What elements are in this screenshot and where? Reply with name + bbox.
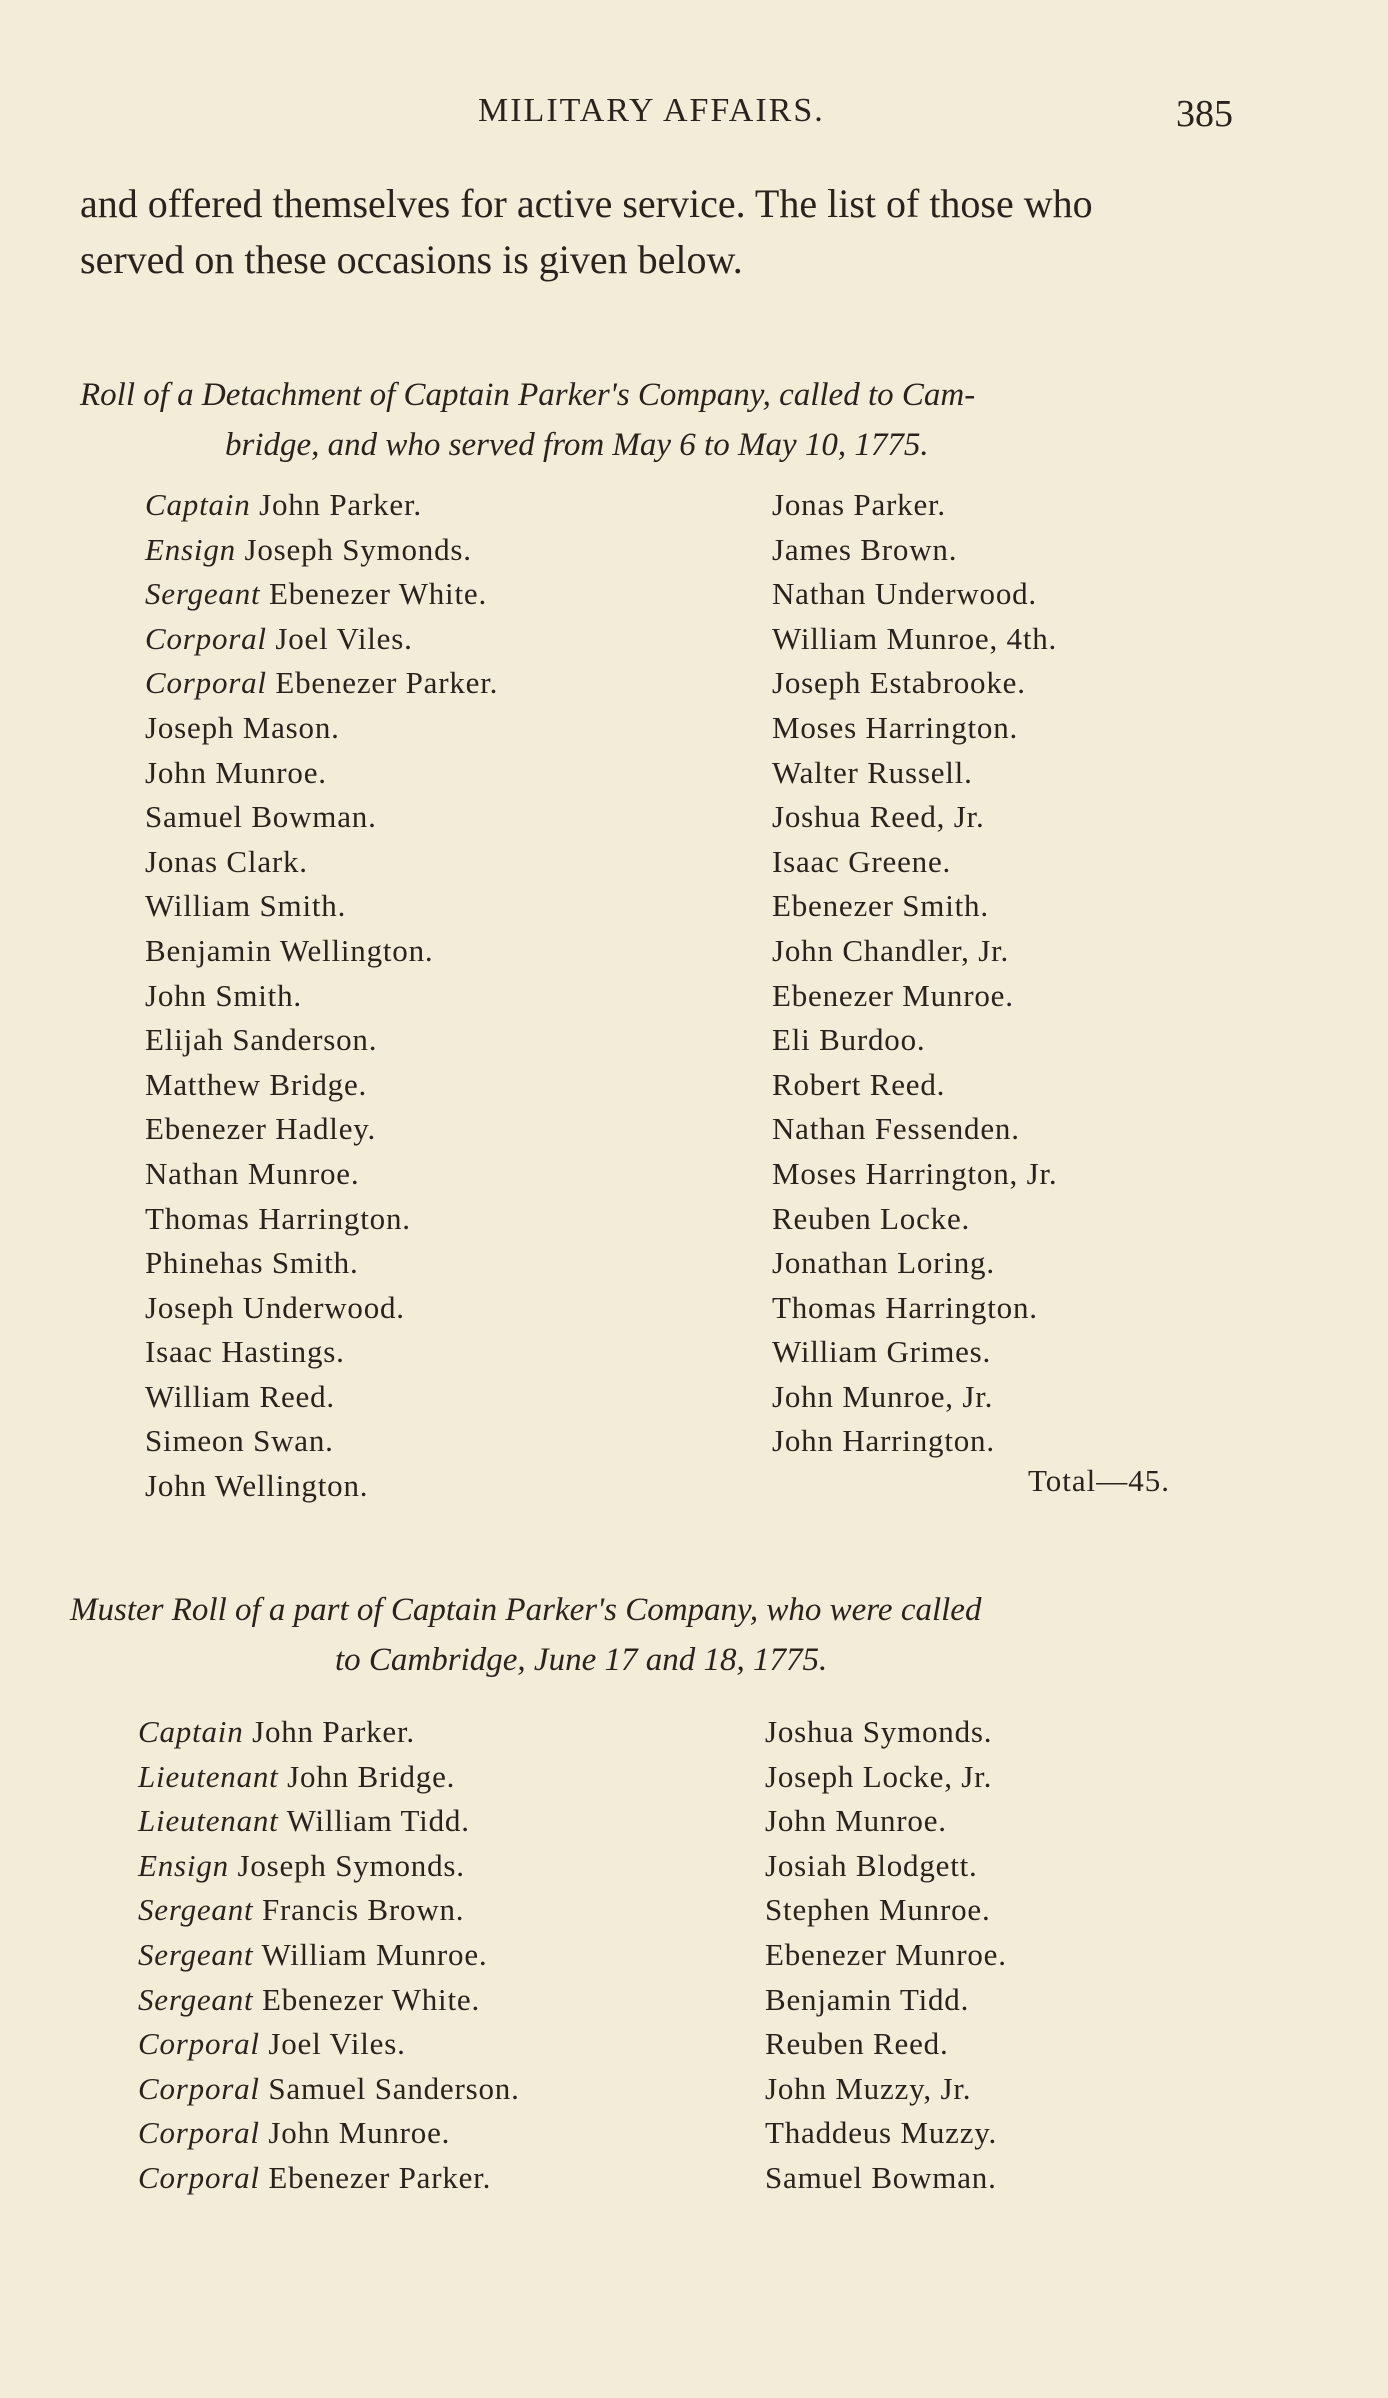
roster-entry <box>765 1933 1007 1978</box>
intro-line: and offered themselves for active service. The list of those who <box>80 181 1093 226</box>
person-name: William Smith. <box>145 888 347 924</box>
person-name: Joseph Symonds. <box>244 531 472 567</box>
roster-entry <box>145 483 498 528</box>
person-name: Simeon Swan. <box>145 1423 334 1459</box>
page-number: 385 <box>1176 93 1233 135</box>
rank-label: Ensign <box>145 531 236 567</box>
roster-entry <box>772 1152 1057 1197</box>
roster-entry <box>138 2156 520 2201</box>
roster-entry <box>145 572 498 617</box>
person-name: John Parker. <box>252 1714 415 1749</box>
running-head-title: MILITARY AFFAIRS. <box>478 92 825 129</box>
person-name: Benjamin Tidd. <box>765 1981 970 2017</box>
roster-entry <box>772 1330 1057 1375</box>
roster-entry <box>772 751 1057 796</box>
roll1-left-column <box>145 483 498 1509</box>
roster-entry <box>772 1286 1057 1331</box>
roster-entry <box>138 2111 520 2156</box>
roster-entry <box>772 795 1057 840</box>
person-name: Joseph Symonds. <box>237 1847 465 1883</box>
person-name: James Brown. <box>772 531 958 567</box>
roster-entry <box>138 1755 520 1800</box>
roster-entry <box>145 1286 498 1331</box>
roster-entry <box>145 1330 498 1375</box>
rank-label: Captain <box>145 487 251 522</box>
rank-label: Corporal <box>138 2070 260 2106</box>
person-name: Jonas Clark. <box>145 843 308 879</box>
person-name: Moses Harrington. <box>772 709 1019 745</box>
roster-entry <box>772 1063 1057 1108</box>
person-name: Isaac Hastings. <box>145 1334 345 1370</box>
person-name: Ebenezer Munroe. <box>765 1936 1007 1972</box>
person-name: Ebenezer Hadley. <box>145 1111 377 1147</box>
rank-label: Corporal <box>145 620 267 656</box>
roster-entry <box>145 1375 498 1420</box>
roster-entry <box>765 1888 1007 1933</box>
roster-entry <box>772 706 1057 751</box>
person-name: Reuben Reed. <box>765 2026 949 2062</box>
roster-entry <box>145 751 498 796</box>
roster-entry <box>145 528 498 573</box>
person-name: Elijah Sanderson. <box>145 1022 378 1058</box>
person-name: John Munroe. <box>765 1803 947 1839</box>
roster-entry <box>772 572 1057 617</box>
person-name: Nathan Munroe. <box>145 1155 360 1191</box>
rank-label: Lieutenant <box>138 1803 279 1839</box>
person-name: Reuben Locke. <box>772 1200 971 1236</box>
rank-label: Corporal <box>138 2115 260 2151</box>
person-name: Francis Brown. <box>262 1892 465 1928</box>
roster-entry <box>772 1018 1057 1063</box>
person-name: John Wellington. <box>145 1468 369 1504</box>
roster-entry <box>772 1107 1057 1152</box>
person-name: Phinehas Smith. <box>145 1245 359 1281</box>
person-name: Ebenezer White. <box>262 1981 480 2017</box>
roster-entry <box>138 1844 520 1889</box>
rank-label: Lieutenant <box>138 1758 279 1794</box>
roll1-heading <box>80 370 1260 470</box>
roster-entry <box>772 1375 1057 1420</box>
intro-paragraph <box>80 176 1240 288</box>
person-name: Samuel Sanderson. <box>268 2070 520 2106</box>
person-name: William Reed. <box>145 1378 335 1414</box>
person-name: Joshua Symonds. <box>765 1714 993 1749</box>
roster-entry <box>772 617 1057 662</box>
roster-entry <box>765 2111 1007 2156</box>
person-name: Ebenezer White. <box>269 576 487 612</box>
person-name: Joshua Reed, Jr. <box>772 799 985 835</box>
person-name: Ebenezer Munroe. <box>772 977 1014 1013</box>
roster-entry <box>145 661 498 706</box>
roster-entry <box>765 1978 1007 2023</box>
roster-entry <box>765 1710 1007 1755</box>
roster-entry <box>772 483 1057 528</box>
roster-entry <box>138 1710 520 1755</box>
roll2-heading <box>70 1585 1250 1685</box>
person-name: Stephen Munroe. <box>765 1892 991 1928</box>
person-name: William Munroe. <box>261 1936 488 1972</box>
person-name: Thomas Harrington. <box>145 1200 411 1236</box>
person-name: Joel Viles. <box>268 2026 406 2062</box>
roll1-right-column <box>772 483 1057 1464</box>
roll1-total: Total—45. <box>1028 1463 1171 1498</box>
person-name: Joseph Estabrooke. <box>772 665 1026 701</box>
person-name: Nathan Fessenden. <box>772 1111 1020 1147</box>
person-name: Walter Russell. <box>772 754 973 790</box>
roster-entry <box>138 2067 520 2112</box>
person-name: John Muzzy, Jr. <box>765 2070 972 2106</box>
person-name: Isaac Greene. <box>772 843 952 879</box>
rank-label: Captain <box>138 1714 244 1749</box>
roster-entry <box>772 528 1057 573</box>
person-name: William Munroe, 4th. <box>772 620 1058 656</box>
person-name: Jonathan Loring. <box>772 1245 995 1281</box>
roster-entry <box>772 1419 1057 1464</box>
roster-entry <box>145 706 498 751</box>
person-name: John Parker. <box>259 487 422 522</box>
person-name: Moses Harrington, Jr. <box>772 1155 1058 1191</box>
roll2-right-column <box>765 1710 1007 2201</box>
roster-entry <box>138 2022 520 2067</box>
roll1-heading-line: Roll of a Detachment of Captain Parker's Company, called to Cam- <box>80 377 976 413</box>
person-name: Joel Viles. <box>275 620 413 656</box>
roster-entry <box>145 929 498 974</box>
roster-entry <box>145 1018 498 1063</box>
person-name: Thaddeus Muzzy. <box>765 2115 998 2151</box>
person-name: Matthew Bridge. <box>145 1066 368 1102</box>
roster-entry <box>145 1063 498 1108</box>
person-name: John Munroe. <box>145 754 327 790</box>
roster-entry <box>145 840 498 885</box>
roster-entry <box>138 1978 520 2023</box>
roster-entry <box>772 884 1057 929</box>
roster-entry <box>765 2022 1007 2067</box>
roster-entry <box>138 1933 520 1978</box>
person-name: Ebenezer Parker. <box>268 2159 492 2195</box>
roster-entry <box>145 1107 498 1152</box>
roster-entry <box>145 1419 498 1464</box>
roll1-heading-line: bridge, and who served from May 6 to May 10, 1775. <box>225 427 929 463</box>
roster-entry <box>145 617 498 662</box>
person-name: Joseph Mason. <box>145 709 340 745</box>
roster-entry <box>145 795 498 840</box>
rank-label: Sergeant <box>138 1936 254 1972</box>
roster-entry <box>765 1844 1007 1889</box>
rank-label: Ensign <box>138 1847 229 1883</box>
roster-entry <box>772 929 1057 974</box>
rank-label: Sergeant <box>138 1892 254 1928</box>
person-name: Benjamin Wellington. <box>145 932 434 968</box>
roster-entry <box>145 1152 498 1197</box>
person-name: Josiah Blodgett. <box>765 1847 978 1883</box>
person-name: Nathan Underwood. <box>772 576 1037 612</box>
person-name: John Smith. <box>145 977 302 1013</box>
rank-label: Sergeant <box>138 1981 254 2017</box>
roll2-heading-line: Muster Roll of a part of Captain Parker's Company, who were called <box>70 1592 982 1628</box>
roster-entry <box>145 1464 498 1509</box>
roster-entry <box>772 661 1057 706</box>
roster-entry <box>145 1197 498 1242</box>
person-name: Ebenezer Smith. <box>772 888 989 924</box>
roster-entry <box>145 1241 498 1286</box>
person-name: William Grimes. <box>772 1334 992 1370</box>
person-name: John Bridge. <box>287 1758 456 1794</box>
rank-label: Sergeant <box>145 576 261 612</box>
intro-line: served on these occasions is given below. <box>80 237 743 282</box>
roster-entry <box>772 974 1057 1019</box>
person-name: John Chandler, Jr. <box>772 932 1010 968</box>
person-name: Samuel Bowman. <box>145 799 377 835</box>
roster-entry <box>145 884 498 929</box>
person-name: Jonas Parker. <box>772 487 946 522</box>
person-name: Joseph Locke, Jr. <box>765 1758 993 1794</box>
roster-entry <box>772 840 1057 885</box>
rank-label: Corporal <box>138 2026 260 2062</box>
person-name: Ebenezer Parker. <box>275 665 499 701</box>
rank-label: Corporal <box>138 2159 260 2195</box>
roll2-heading-line: to Cambridge, June 17 and 18, 1775. <box>335 1642 828 1678</box>
roster-entry <box>772 1241 1057 1286</box>
roll2-left-column <box>138 1710 520 2201</box>
person-name: John Munroe, Jr. <box>772 1378 994 1414</box>
person-name: John Harrington. <box>772 1423 995 1459</box>
person-name: Thomas Harrington. <box>772 1289 1038 1325</box>
rank-label: Corporal <box>145 665 267 701</box>
person-name: William Tidd. <box>286 1803 470 1839</box>
person-name: Eli Burdoo. <box>772 1022 926 1058</box>
roster-entry <box>145 974 498 1019</box>
person-name: Joseph Underwood. <box>145 1289 405 1325</box>
running-head <box>0 92 1388 142</box>
roster-entry <box>138 1888 520 1933</box>
person-name: Samuel Bowman. <box>765 2159 997 2195</box>
person-name: Robert Reed. <box>772 1066 946 1102</box>
roster-entry <box>772 1197 1057 1242</box>
roster-entry <box>765 1799 1007 1844</box>
roster-entry <box>765 2067 1007 2112</box>
person-name: John Munroe. <box>268 2115 451 2151</box>
roster-entry <box>138 1799 520 1844</box>
roster-entry <box>765 2156 1007 2201</box>
roster-entry <box>765 1755 1007 1800</box>
